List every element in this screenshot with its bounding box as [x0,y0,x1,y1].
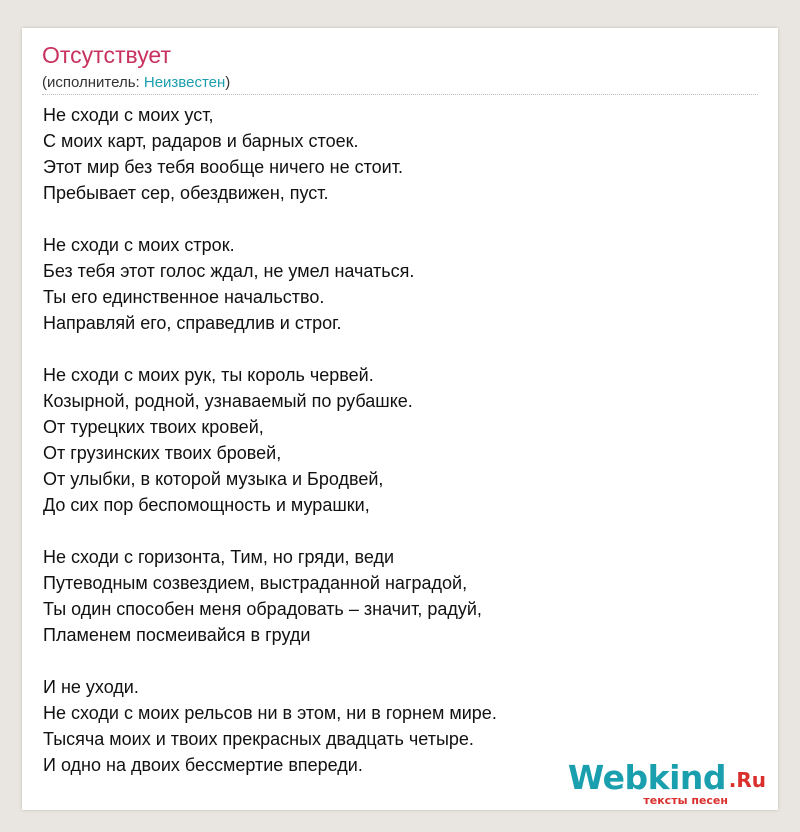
performer-line [42,74,230,91]
stanza [43,544,497,648]
lyric-line: От грузинских твоих бровей, [43,443,282,463]
lyric-line: Путеводным созвездием, выстраданной наградой, [43,573,468,593]
lyric-line: От турецких твоих кровей, [43,417,264,437]
logo-word: Webkind [567,758,726,797]
lyric-line: С моих карт, радаров и барных стоек. [43,131,359,151]
site-logo[interactable] [567,758,772,808]
lyric-line: До сих пор беспомощность и мурашки, [43,495,370,515]
lyric-line: Ты один способен меня обрадовать – значит, радуй, [43,599,482,619]
performer-prefix: (исполнитель: [42,74,144,91]
performer-link[interactable]: Неизвестен [143,74,226,91]
lyric-line: И не уходи. [43,677,139,697]
lyric-line: Не сходи с моих уст, [43,105,214,125]
lyric-line: Не сходи с моих строк. [43,235,235,255]
lyrics-card [22,28,778,810]
stanza [43,232,497,336]
lyric-line: Тысяча моих и твоих прекрасных двадцать четыре. [43,729,474,749]
lyric-line: Не сходи с моих рук, ты король червей. [43,365,374,385]
lyric-line: Этот мир без тебя вообще ничего не стоит. [43,157,403,177]
lyric-line: Пребывает сер, обездвижен, пуст. [43,183,329,203]
lyric-line: Без тебя этот голос ждал, не умел начаться. [43,261,415,281]
lyric-line: От улыбки, в которой музыка и Бродвей, [43,469,384,489]
stanza [43,362,497,518]
performer-suffix: ) [225,74,231,91]
lyric-line: Козырной, родной, узнаваемый по рубашке. [43,391,413,411]
stanza [43,102,497,206]
song-title: Отсутствует [42,42,171,68]
lyric-line: Не сходи с моих рельсов ни в этом, ни в горнем мире. [43,703,497,723]
logo-domain: .Ru [728,768,766,792]
stanza [43,674,497,778]
lyric-line: Ты его единственное начальство. [43,287,325,307]
lyrics-text [43,102,497,804]
lyric-line: Не сходи с горизонта, Тим, но гряди, веди [43,547,395,567]
lyric-line: И одно на двоих бессмертие впереди. [43,755,363,775]
header-divider [42,94,758,95]
logo-tagline: тексты песен [643,794,728,807]
lyric-line: Направляй его, справедлив и строг. [43,313,342,333]
lyric-line: Пламенем посмеивайся в груди [43,625,311,645]
